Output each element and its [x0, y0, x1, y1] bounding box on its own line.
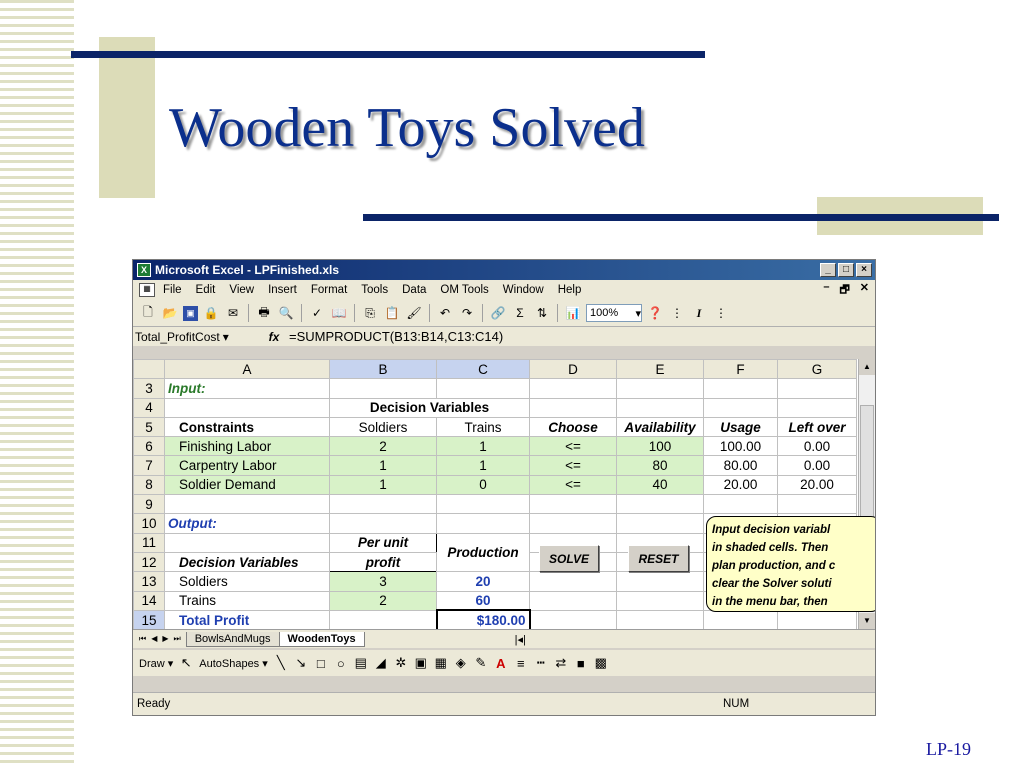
cell-f7[interactable]: 80.00 [704, 456, 778, 475]
instruction-note [706, 516, 876, 612]
divider-top [71, 51, 705, 58]
status-num-lock: NUM [723, 698, 750, 710]
spelling-icon[interactable]: ✓ [311, 306, 323, 320]
cell-b5[interactable]: Soldiers [330, 417, 437, 436]
cell-g7[interactable]: 0.00 [778, 456, 857, 475]
cell-d7[interactable]: <= [530, 456, 617, 475]
wordart-icon[interactable]: ◢ [375, 655, 386, 670]
menu-view[interactable]: View [229, 284, 255, 296]
cell-d10[interactable] [530, 514, 617, 533]
cell-d8[interactable]: <= [530, 475, 617, 494]
decorative-stripes [0, 0, 74, 768]
cell-b8[interactable]: 1 [330, 475, 437, 494]
table-row [134, 379, 857, 398]
cell-e15[interactable] [617, 610, 704, 629]
column-header-b[interactable]: B [330, 360, 437, 379]
menu-help[interactable]: Help [557, 284, 582, 296]
reset-button[interactable]: RESET [628, 545, 689, 572]
toolbar-options-icon[interactable]: ⋮ [715, 306, 727, 320]
cell-f6[interactable]: 100.00 [704, 437, 778, 456]
cell-g15[interactable] [778, 610, 857, 629]
row-header[interactable]: 3 [134, 379, 165, 398]
cell-d6[interactable]: <= [530, 437, 617, 456]
next-sheet-icon[interactable]: ▶ [162, 634, 169, 643]
cell-g8[interactable]: 20.00 [778, 475, 857, 494]
cell-b14[interactable]: 2 [330, 591, 437, 610]
autosum-icon[interactable]: Σ [516, 306, 524, 320]
select-objects-icon[interactable]: ↖ [180, 655, 192, 670]
autoshapes-menu[interactable]: AutoShapes ▾ [199, 657, 268, 670]
toolbar-separator [482, 304, 483, 322]
chevron-down-icon: ▾ [635, 307, 641, 320]
note-line: plan production, and c [712, 560, 836, 572]
cell-a5[interactable]: Constraints [165, 417, 330, 436]
sheet-tab-bar [133, 629, 875, 648]
cell-a13[interactable]: Soldiers [165, 572, 330, 591]
status-ready: Ready [137, 698, 171, 710]
column-header-f[interactable]: F [704, 360, 778, 379]
menu-edit[interactable]: Edit [195, 284, 216, 296]
cell-b13[interactable]: 3 [330, 572, 437, 591]
formula-input[interactable]: =SUMPRODUCT(B13:B14,C13:C14) [289, 329, 504, 344]
menu-data[interactable]: Data [402, 284, 427, 296]
note-line: in shaded cells. Then [712, 542, 829, 554]
cell-f8[interactable]: 20.00 [704, 475, 778, 494]
column-header-g[interactable]: G [778, 360, 857, 379]
cell-f4[interactable] [704, 398, 778, 417]
excel-icon[interactable]: X [137, 263, 151, 277]
autoshapes-label: AutoShapes [199, 657, 260, 670]
drawing-toolbar [133, 650, 875, 676]
row-header[interactable]: 4 [134, 398, 165, 417]
line-icon[interactable]: ╲ [276, 655, 285, 670]
formula-bar [133, 326, 875, 346]
table-row [134, 437, 857, 456]
cell-d4[interactable] [530, 398, 617, 417]
text-box-icon[interactable]: ▤ [354, 655, 367, 670]
cell-e4[interactable] [617, 398, 704, 417]
new-icon[interactable]: 🗋 [143, 304, 153, 319]
row-header[interactable]: 12 [134, 552, 165, 571]
cell-a11[interactable] [165, 533, 330, 552]
slide-page-number: LP-19 [926, 739, 971, 759]
doc-restore-button[interactable]: 🗗 [839, 283, 850, 296]
undo-icon[interactable]: ↶ [439, 306, 451, 320]
row-header[interactable]: 7 [134, 456, 165, 475]
row-header[interactable]: 6 [134, 437, 165, 456]
doc-minimize-button[interactable]: – [823, 280, 830, 293]
cell-b11[interactable]: Per unit [330, 533, 437, 552]
cell-c14[interactable]: 60 [437, 591, 530, 610]
cell-a3[interactable]: Input: [165, 379, 330, 398]
permission-icon[interactable]: 🔒 [203, 306, 219, 320]
cell-a12[interactable]: Decision Variables [165, 552, 330, 571]
insert-function-icon[interactable]: fx [268, 329, 280, 344]
cell-a4[interactable] [165, 398, 330, 417]
chart-wizard-icon[interactable]: 📊 [565, 306, 581, 320]
cell-g4[interactable] [778, 398, 857, 417]
shadow-icon[interactable]: ■ [576, 655, 585, 671]
cell-c7[interactable]: 1 [437, 456, 530, 475]
toolbar-separator [301, 304, 302, 322]
table-row [134, 456, 857, 475]
row-header[interactable]: 9 [134, 495, 165, 514]
toolbar-separator [557, 304, 558, 322]
arrow-style-icon[interactable]: ⇄ [555, 655, 567, 670]
cell-g9[interactable] [778, 495, 857, 514]
cell-f5[interactable]: Usage [704, 417, 778, 436]
picture-icon[interactable]: ▦ [434, 655, 447, 670]
line-color-icon[interactable]: ✎ [475, 655, 487, 670]
name-box[interactable] [133, 328, 259, 346]
format-painter-icon[interactable]: 🖌 [406, 306, 422, 320]
cell-c8[interactable]: 0 [437, 475, 530, 494]
cell-c9[interactable] [437, 495, 530, 514]
email-icon[interactable]: ✉ [227, 306, 239, 320]
menu-insert[interactable]: Insert [268, 284, 297, 296]
cell-b9[interactable] [330, 495, 437, 514]
excel-window [132, 259, 876, 716]
zoom-select[interactable] [586, 304, 642, 322]
minimize-button[interactable]: _ [820, 263, 836, 277]
cell-e14[interactable] [617, 591, 704, 610]
oval-icon[interactable]: ○ [336, 655, 345, 671]
slide-title: Wooden Toys Solved [169, 97, 645, 159]
cell-b3[interactable] [330, 379, 437, 398]
cell-b10[interactable] [330, 514, 437, 533]
row-header[interactable]: 10 [134, 514, 165, 533]
cell-b15[interactable] [330, 610, 437, 629]
3d-icon[interactable]: ▩ [594, 655, 607, 670]
cell-g3[interactable] [778, 379, 857, 398]
cell-a9[interactable] [165, 495, 330, 514]
cell-f3[interactable] [704, 379, 778, 398]
cell-e9[interactable] [617, 495, 704, 514]
note-line: Input decision variabl [712, 524, 831, 536]
cell-d3[interactable] [530, 379, 617, 398]
menu-bar [133, 280, 875, 300]
cell-c11[interactable]: Production [437, 533, 530, 572]
open-icon[interactable]: 📂 [162, 306, 178, 320]
cell-d13[interactable] [530, 572, 617, 591]
menu-tools[interactable]: Tools [361, 284, 389, 296]
cell-b4[interactable]: Decision Variables [330, 398, 530, 417]
window-title: Microsoft Excel - LPFinished.xls [155, 263, 340, 277]
cell-f15[interactable] [704, 610, 778, 629]
doc-close-button[interactable]: ✕ [859, 281, 869, 294]
redo-icon[interactable]: ↷ [461, 306, 473, 320]
column-header-a[interactable]: A [165, 360, 330, 379]
cell-e3[interactable] [617, 379, 704, 398]
cell-a14[interactable]: Trains [165, 591, 330, 610]
cell-a7[interactable]: Carpentry Labor [165, 456, 330, 475]
menu-file[interactable]: File [163, 284, 182, 296]
cell-g5[interactable]: Left over [778, 417, 857, 436]
print-preview-icon[interactable]: 🔍 [278, 306, 294, 320]
sheet-tab-bowls-and-mugs[interactable]: BowlsAndMugs [186, 632, 280, 647]
menu-om-tools[interactable]: OM Tools [440, 284, 489, 296]
draw-label: Draw [139, 657, 165, 670]
column-header-d[interactable]: D [530, 360, 617, 379]
paste-icon[interactable]: 📋 [384, 306, 400, 320]
cell-d5[interactable]: Choose [530, 417, 617, 436]
standard-toolbar [133, 300, 875, 326]
cell-c5[interactable]: Trains [437, 417, 530, 436]
window-titlebar [133, 260, 875, 280]
toolbar-options-icon[interactable]: ⋮ [671, 306, 683, 320]
fill-color-icon[interactable]: ◈ [455, 655, 466, 670]
cell-a15[interactable]: Total Profit [165, 610, 330, 629]
cell-g6[interactable]: 0.00 [778, 437, 857, 456]
menu-format[interactable]: Format [310, 284, 348, 296]
cell-d9[interactable] [530, 495, 617, 514]
cell-e10[interactable] [617, 514, 704, 533]
solve-button[interactable]: SOLVE [539, 545, 599, 572]
divider-bottom [363, 214, 999, 221]
maximize-button[interactable]: □ [838, 263, 854, 277]
sort-ascending-icon[interactable]: ⇅ [536, 306, 548, 320]
row-header[interactable]: 15 [134, 610, 165, 629]
row-header[interactable]: 5 [134, 417, 165, 436]
research-icon[interactable]: 📖 [331, 306, 347, 320]
cell-d14[interactable] [530, 591, 617, 610]
cell-c6[interactable]: 1 [437, 437, 530, 456]
dash-style-icon[interactable]: ┅ [536, 655, 545, 670]
cell-e7[interactable]: 80 [617, 456, 704, 475]
last-sheet-icon[interactable]: ⏭ [173, 634, 181, 643]
cell-a6[interactable]: Finishing Labor [165, 437, 330, 456]
italic-icon[interactable]: I [696, 305, 702, 320]
table-row [134, 610, 857, 629]
column-header-e[interactable]: E [617, 360, 704, 379]
cell-b6[interactable]: 2 [330, 437, 437, 456]
cell-c15-selected[interactable]: $180.00 [437, 610, 530, 629]
chevron-down-icon: ▾ [222, 329, 229, 344]
note-line: clear the Solver soluti [712, 578, 832, 590]
table-row [134, 495, 857, 514]
arrow-icon[interactable]: ↘ [295, 655, 307, 670]
cell-e13[interactable] [617, 572, 704, 591]
table-row [134, 475, 857, 494]
help-icon[interactable]: ❓ [647, 306, 663, 320]
status-bar [133, 692, 875, 715]
clip-art-icon[interactable]: ▣ [414, 655, 427, 670]
cell-c13[interactable]: 20 [437, 572, 530, 591]
column-header-c[interactable]: C [437, 360, 530, 379]
hyperlink-icon[interactable]: 🔗 [490, 306, 506, 320]
cell-f9[interactable] [704, 495, 778, 514]
cell-e6[interactable]: 100 [617, 437, 704, 456]
copy-icon[interactable]: ⎘ [365, 305, 375, 320]
toolbar-separator [248, 304, 249, 322]
draw-menu[interactable]: Draw ▾ [139, 657, 174, 670]
workbook-icon[interactable]: ▦ [139, 283, 155, 297]
row-header[interactable]: 8 [134, 475, 165, 494]
sheet-tab-wooden-toys[interactable]: WoodenToys [279, 632, 365, 647]
cell-c3[interactable] [437, 379, 530, 398]
cell-e5[interactable]: Availability [617, 417, 704, 436]
cell-b12[interactable]: profit [330, 552, 437, 571]
row-header[interactable]: 11 [134, 533, 165, 552]
table-row [134, 417, 857, 436]
toolbar-separator [354, 304, 355, 322]
prev-sheet-icon[interactable]: ◀ [151, 634, 158, 643]
name-box-value: Total_ProfitCost [135, 329, 220, 344]
cell-a10[interactable]: Output: [165, 514, 330, 533]
select-all-corner[interactable] [134, 360, 165, 379]
line-style-icon[interactable]: ≡ [516, 655, 525, 671]
menu-window[interactable]: Window [502, 284, 544, 296]
close-button[interactable]: × [856, 263, 872, 277]
cell-a8[interactable]: Soldier Demand [165, 475, 330, 494]
print-icon[interactable]: 🖶 [258, 304, 270, 319]
column-header-row [134, 360, 857, 379]
cell-b7[interactable]: 1 [330, 456, 437, 475]
note-line: in the menu bar, then [712, 596, 828, 608]
row-header[interactable]: 13 [134, 572, 165, 591]
scroll-up-icon[interactable]: ▲ [859, 359, 875, 375]
first-sheet-icon[interactable]: ⏮ [139, 634, 147, 643]
font-color-icon[interactable]: A [496, 655, 506, 671]
rectangle-icon[interactable]: □ [316, 655, 325, 671]
cell-e8[interactable]: 40 [617, 475, 704, 494]
cell-d15[interactable] [530, 610, 617, 629]
cell-c10[interactable] [437, 514, 530, 533]
horizontal-scroll-left-icon[interactable]: |◂| [514, 633, 526, 646]
accent-block-left [99, 37, 155, 198]
row-header[interactable]: 14 [134, 591, 165, 610]
toolbar-separator [429, 304, 430, 322]
table-row [134, 398, 857, 417]
zoom-value: 100% [590, 307, 619, 319]
save-icon[interactable]: ▣ [183, 306, 198, 321]
diagram-icon[interactable]: ✲ [395, 655, 407, 670]
scroll-down-icon[interactable]: ▼ [859, 613, 875, 629]
